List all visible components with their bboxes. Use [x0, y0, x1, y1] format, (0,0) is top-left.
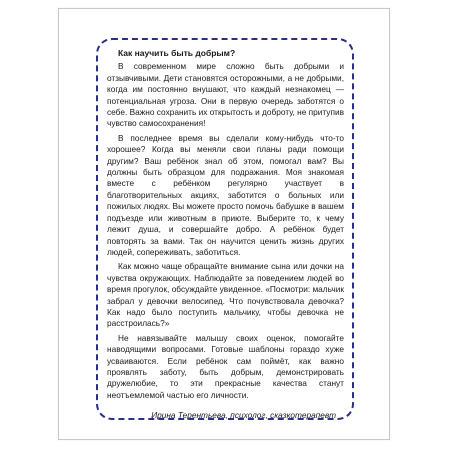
article-paragraph-3: Как можно чаще обращайте внимание сына или дочки на чувства окружающих. Наблюдайте за поведением людей во время прогулок, обсуждайте увиденное. «Посмотри: мальчик забрал у девочки велосипед. Что почувствовала девочка? Как надо было поступить мальчику, чтобы девочка не расстроилась?» [107, 261, 344, 329]
article-paragraph-4: Не навязывайте малышу своих оценок, помогайте наводящими вопросами. Готовые шаблоны гораздо хуже усваиваются. Если ребёнок сам поймёт, как важно проявлять заботу, быть добрым, демонстрировать дружелюбие, то эти прекрасные качества станут неотъемлемой частью его личности. [107, 332, 344, 400]
author-signature: Ирина Терентьева, психолог, сказкотерапевт [151, 410, 336, 421]
article-content [107, 48, 344, 422]
article-paragraph-1: В современном мире сложно быть добрыми и отзывчивыми. Дети становятся осторожными, а не добрыми, когда им постоянно внушают, что каждый незнакомец — потенциальная угроза. Они в первую очередь заботятся о себе. Важно сохранить их открытость и доброту, не притупив чувство самосохранения! [107, 61, 344, 129]
article-title: Как научить быть добрым? [118, 48, 236, 58]
article-paragraph-2: В последнее время вы сделали кому-нибудь что-то хорошее? Когда вы меняли свои планы ради помощи другим? Ваш ребёнок знал об этом, помогал вам? Вы должны быть образцом для подражания. Моя знакомая вместе с ребёнком регулярно участвует в благотворительных акциях, заботится о больных или пожилых людях. Вы можете просто помочь бабушке в вашем подъезде или животным в приюте. Выберите то, к чему лежит душа, и совершайте добро. А ребёнок будет повторять за вами. Так он научится ценить жизнь других людей, сопереживать, заботиться. [107, 132, 344, 257]
